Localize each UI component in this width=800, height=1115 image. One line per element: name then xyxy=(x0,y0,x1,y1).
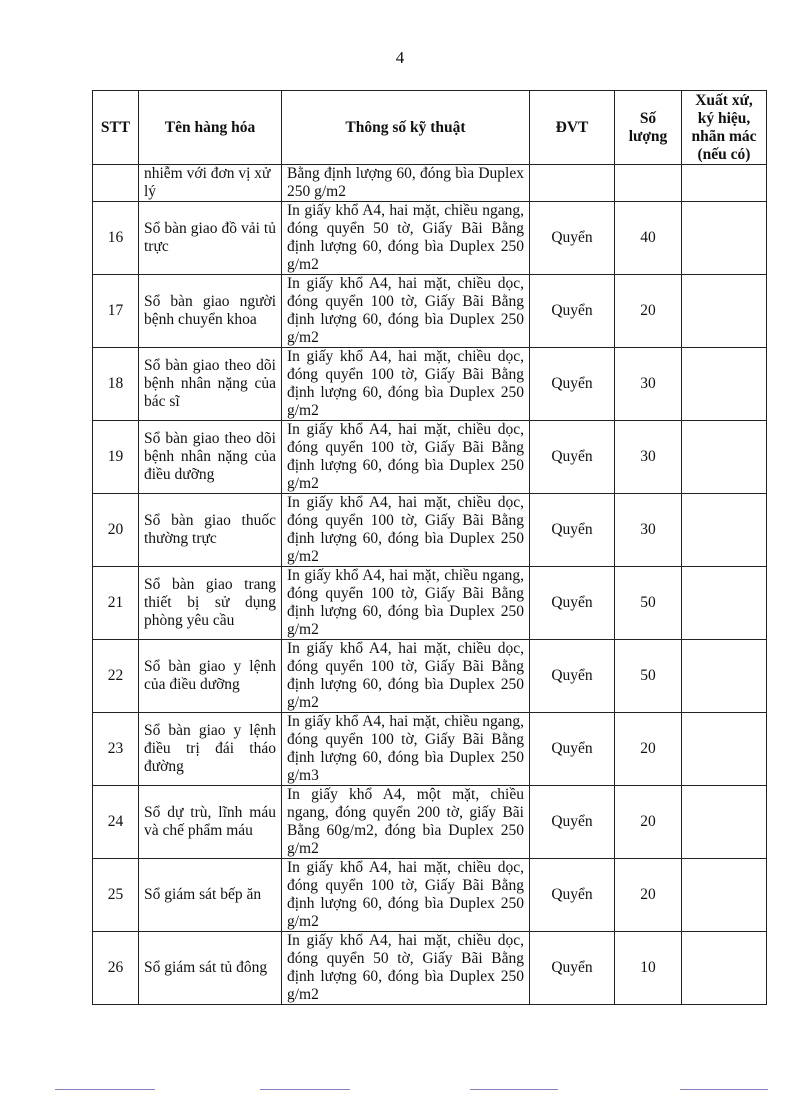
table-body xyxy=(93,165,767,1005)
cell-unit: Quyển xyxy=(530,275,615,348)
cell-stt xyxy=(93,165,139,202)
cell-unit: Quyển xyxy=(530,640,615,713)
table-row xyxy=(93,494,767,567)
cell-origin xyxy=(682,275,767,348)
cell-unit: Quyển xyxy=(530,786,615,859)
goods-table xyxy=(92,90,767,1005)
cell-origin xyxy=(682,932,767,1005)
cell-qty: 10 xyxy=(615,932,682,1005)
cell-name: Sổ bàn giao theo dõi bệnh nhân nặng của bác sĩ xyxy=(139,348,282,421)
cell-spec: In giấy khổ A4, một mặt, chiều ngang, đóng quyển 200 tờ, giấy Bãi Bằng 60g/m2, đóng bìa Duplex 250 g/m2 xyxy=(282,786,530,859)
cell-name: Sổ bàn giao người bệnh chuyển khoa xyxy=(139,275,282,348)
cell-spec: In giấy khổ A4, hai mặt, chiều ngang, đóng quyển 100 tờ, Giấy Bãi Bằng định lượng 60, đóng bìa Duplex 250 g/m3 xyxy=(282,713,530,786)
cell-stt: 22 xyxy=(93,640,139,713)
cell-stt: 20 xyxy=(93,494,139,567)
cell-spec: In giấy khổ A4, hai mặt, chiều dọc, đóng quyển 100 tờ, Giấy Bãi Bằng định lượng 60, đóng bìa Duplex 250 g/m2 xyxy=(282,640,530,713)
table-row xyxy=(93,713,767,786)
footer-rule-lines xyxy=(0,1089,800,1093)
cell-spec: In giấy khổ A4, hai mặt, chiều dọc, đóng quyển 100 tờ, Giấy Bãi Bằng định lượng 60, đóng bìa Duplex 250 g/m2 xyxy=(282,421,530,494)
header-origin: Xuất xứ, ký hiệu, nhãn mác (nếu có) xyxy=(682,91,767,165)
table-header-row xyxy=(93,91,767,165)
cell-qty: 20 xyxy=(615,786,682,859)
cell-spec: In giấy khổ A4, hai mặt, chiều dọc, đóng quyển 100 tờ, Giấy Bãi Bằng định lượng 60, đóng bìa Duplex 250 g/m2 xyxy=(282,494,530,567)
header-stt: STT xyxy=(93,91,139,165)
cell-stt: 26 xyxy=(93,932,139,1005)
cell-unit: Quyển xyxy=(530,494,615,567)
cell-spec: In giấy khổ A4, hai mặt, chiều ngang, đóng quyển 50 tờ, Giấy Bãi Bằng định lượng 60, đóng bìa Duplex 250 g/m2 xyxy=(282,202,530,275)
header-spec: Thông số kỹ thuật xyxy=(282,91,530,165)
cell-stt: 18 xyxy=(93,348,139,421)
cell-spec: In giấy khổ A4, hai mặt, chiều dọc, đóng quyển 100 tờ, Giấy Bãi Bằng định lượng 60, đóng bìa Duplex 250 g/m2 xyxy=(282,275,530,348)
cell-qty: 50 xyxy=(615,640,682,713)
table-row xyxy=(93,202,767,275)
table-row-continuation xyxy=(93,165,767,202)
cell-qty: 40 xyxy=(615,202,682,275)
cell-unit: Quyển xyxy=(530,932,615,1005)
cell-unit: Quyển xyxy=(530,567,615,640)
cell-stt: 17 xyxy=(93,275,139,348)
cell-unit: Quyển xyxy=(530,202,615,275)
footer-line xyxy=(55,1089,155,1090)
cell-name: Sổ bàn giao y lệnh của điều dưỡng xyxy=(139,640,282,713)
cell-qty: 50 xyxy=(615,567,682,640)
header-unit: ĐVT xyxy=(530,91,615,165)
footer-line xyxy=(260,1089,350,1090)
cell-unit xyxy=(530,165,615,202)
cell-origin xyxy=(682,494,767,567)
cell-unit: Quyển xyxy=(530,713,615,786)
cell-stt: 24 xyxy=(93,786,139,859)
cell-qty: 20 xyxy=(615,859,682,932)
footer-line xyxy=(680,1089,768,1090)
cell-stt: 21 xyxy=(93,567,139,640)
cell-stt: 19 xyxy=(93,421,139,494)
table-row xyxy=(93,567,767,640)
header-qty: Số lượng xyxy=(615,91,682,165)
cell-name: Sổ bàn giao trang thiết bị sử dụng phòng yêu cầu xyxy=(139,567,282,640)
cell-name: Sổ bàn giao đồ vải tủ trực xyxy=(139,202,282,275)
header-name: Tên hàng hóa xyxy=(139,91,282,165)
table-row xyxy=(93,421,767,494)
table-row xyxy=(93,348,767,421)
cell-stt: 25 xyxy=(93,859,139,932)
footer-line xyxy=(470,1089,558,1090)
cell-name: Sổ bàn giao theo dõi bệnh nhân nặng của điều dưỡng xyxy=(139,421,282,494)
table-row xyxy=(93,859,767,932)
cell-name: Sổ giám sát tủ đông xyxy=(139,932,282,1005)
cell-origin xyxy=(682,567,767,640)
cell-name: Sổ bàn giao y lệnh điều trị đái tháo đường xyxy=(139,713,282,786)
cell-origin xyxy=(682,165,767,202)
cell-spec: Bằng định lượng 60, đóng bìa Duplex 250 g/m2 xyxy=(282,165,530,202)
cell-origin xyxy=(682,786,767,859)
table-row xyxy=(93,932,767,1005)
cell-qty: 30 xyxy=(615,348,682,421)
cell-qty xyxy=(615,165,682,202)
cell-name: Sổ dự trù, lĩnh máu và chế phẩm máu xyxy=(139,786,282,859)
cell-name: Sổ giám sát bếp ăn xyxy=(139,859,282,932)
table-row xyxy=(93,786,767,859)
table-row xyxy=(93,275,767,348)
cell-name: Sổ bàn giao thuốc thường trực xyxy=(139,494,282,567)
table-row xyxy=(93,640,767,713)
cell-origin xyxy=(682,202,767,275)
cell-qty: 30 xyxy=(615,494,682,567)
cell-unit: Quyển xyxy=(530,348,615,421)
cell-qty: 30 xyxy=(615,421,682,494)
page-number: 4 xyxy=(395,48,405,67)
cell-origin xyxy=(682,859,767,932)
cell-unit: Quyển xyxy=(530,859,615,932)
cell-origin xyxy=(682,640,767,713)
cell-spec: In giấy khổ A4, hai mặt, chiều ngang, đóng quyển 100 tờ, Giấy Bãi Bằng định lượng 60, đóng bìa Duplex 250 g/m2 xyxy=(282,567,530,640)
cell-qty: 20 xyxy=(615,713,682,786)
cell-spec: In giấy khổ A4, hai mặt, chiều dọc, đóng quyển 50 tờ, Giấy Bãi Bằng định lượng 60, đóng bìa Duplex 250 g/m2 xyxy=(282,932,530,1005)
cell-spec: In giấy khổ A4, hai mặt, chiều dọc, đóng quyển 100 tờ, Giấy Bãi Bằng định lượng 60, đóng bìa Duplex 250 g/m2 xyxy=(282,859,530,932)
cell-origin xyxy=(682,348,767,421)
cell-qty: 20 xyxy=(615,275,682,348)
cell-unit: Quyển xyxy=(530,421,615,494)
cell-stt: 16 xyxy=(93,202,139,275)
cell-origin xyxy=(682,421,767,494)
cell-name: nhiễm với đơn vị xử lý xyxy=(139,165,282,202)
cell-stt: 23 xyxy=(93,713,139,786)
cell-origin xyxy=(682,713,767,786)
cell-spec: In giấy khổ A4, hai mặt, chiều dọc, đóng quyển 100 tờ, Giấy Bãi Bằng định lượng 60, đóng bìa Duplex 250 g/m2 xyxy=(282,348,530,421)
